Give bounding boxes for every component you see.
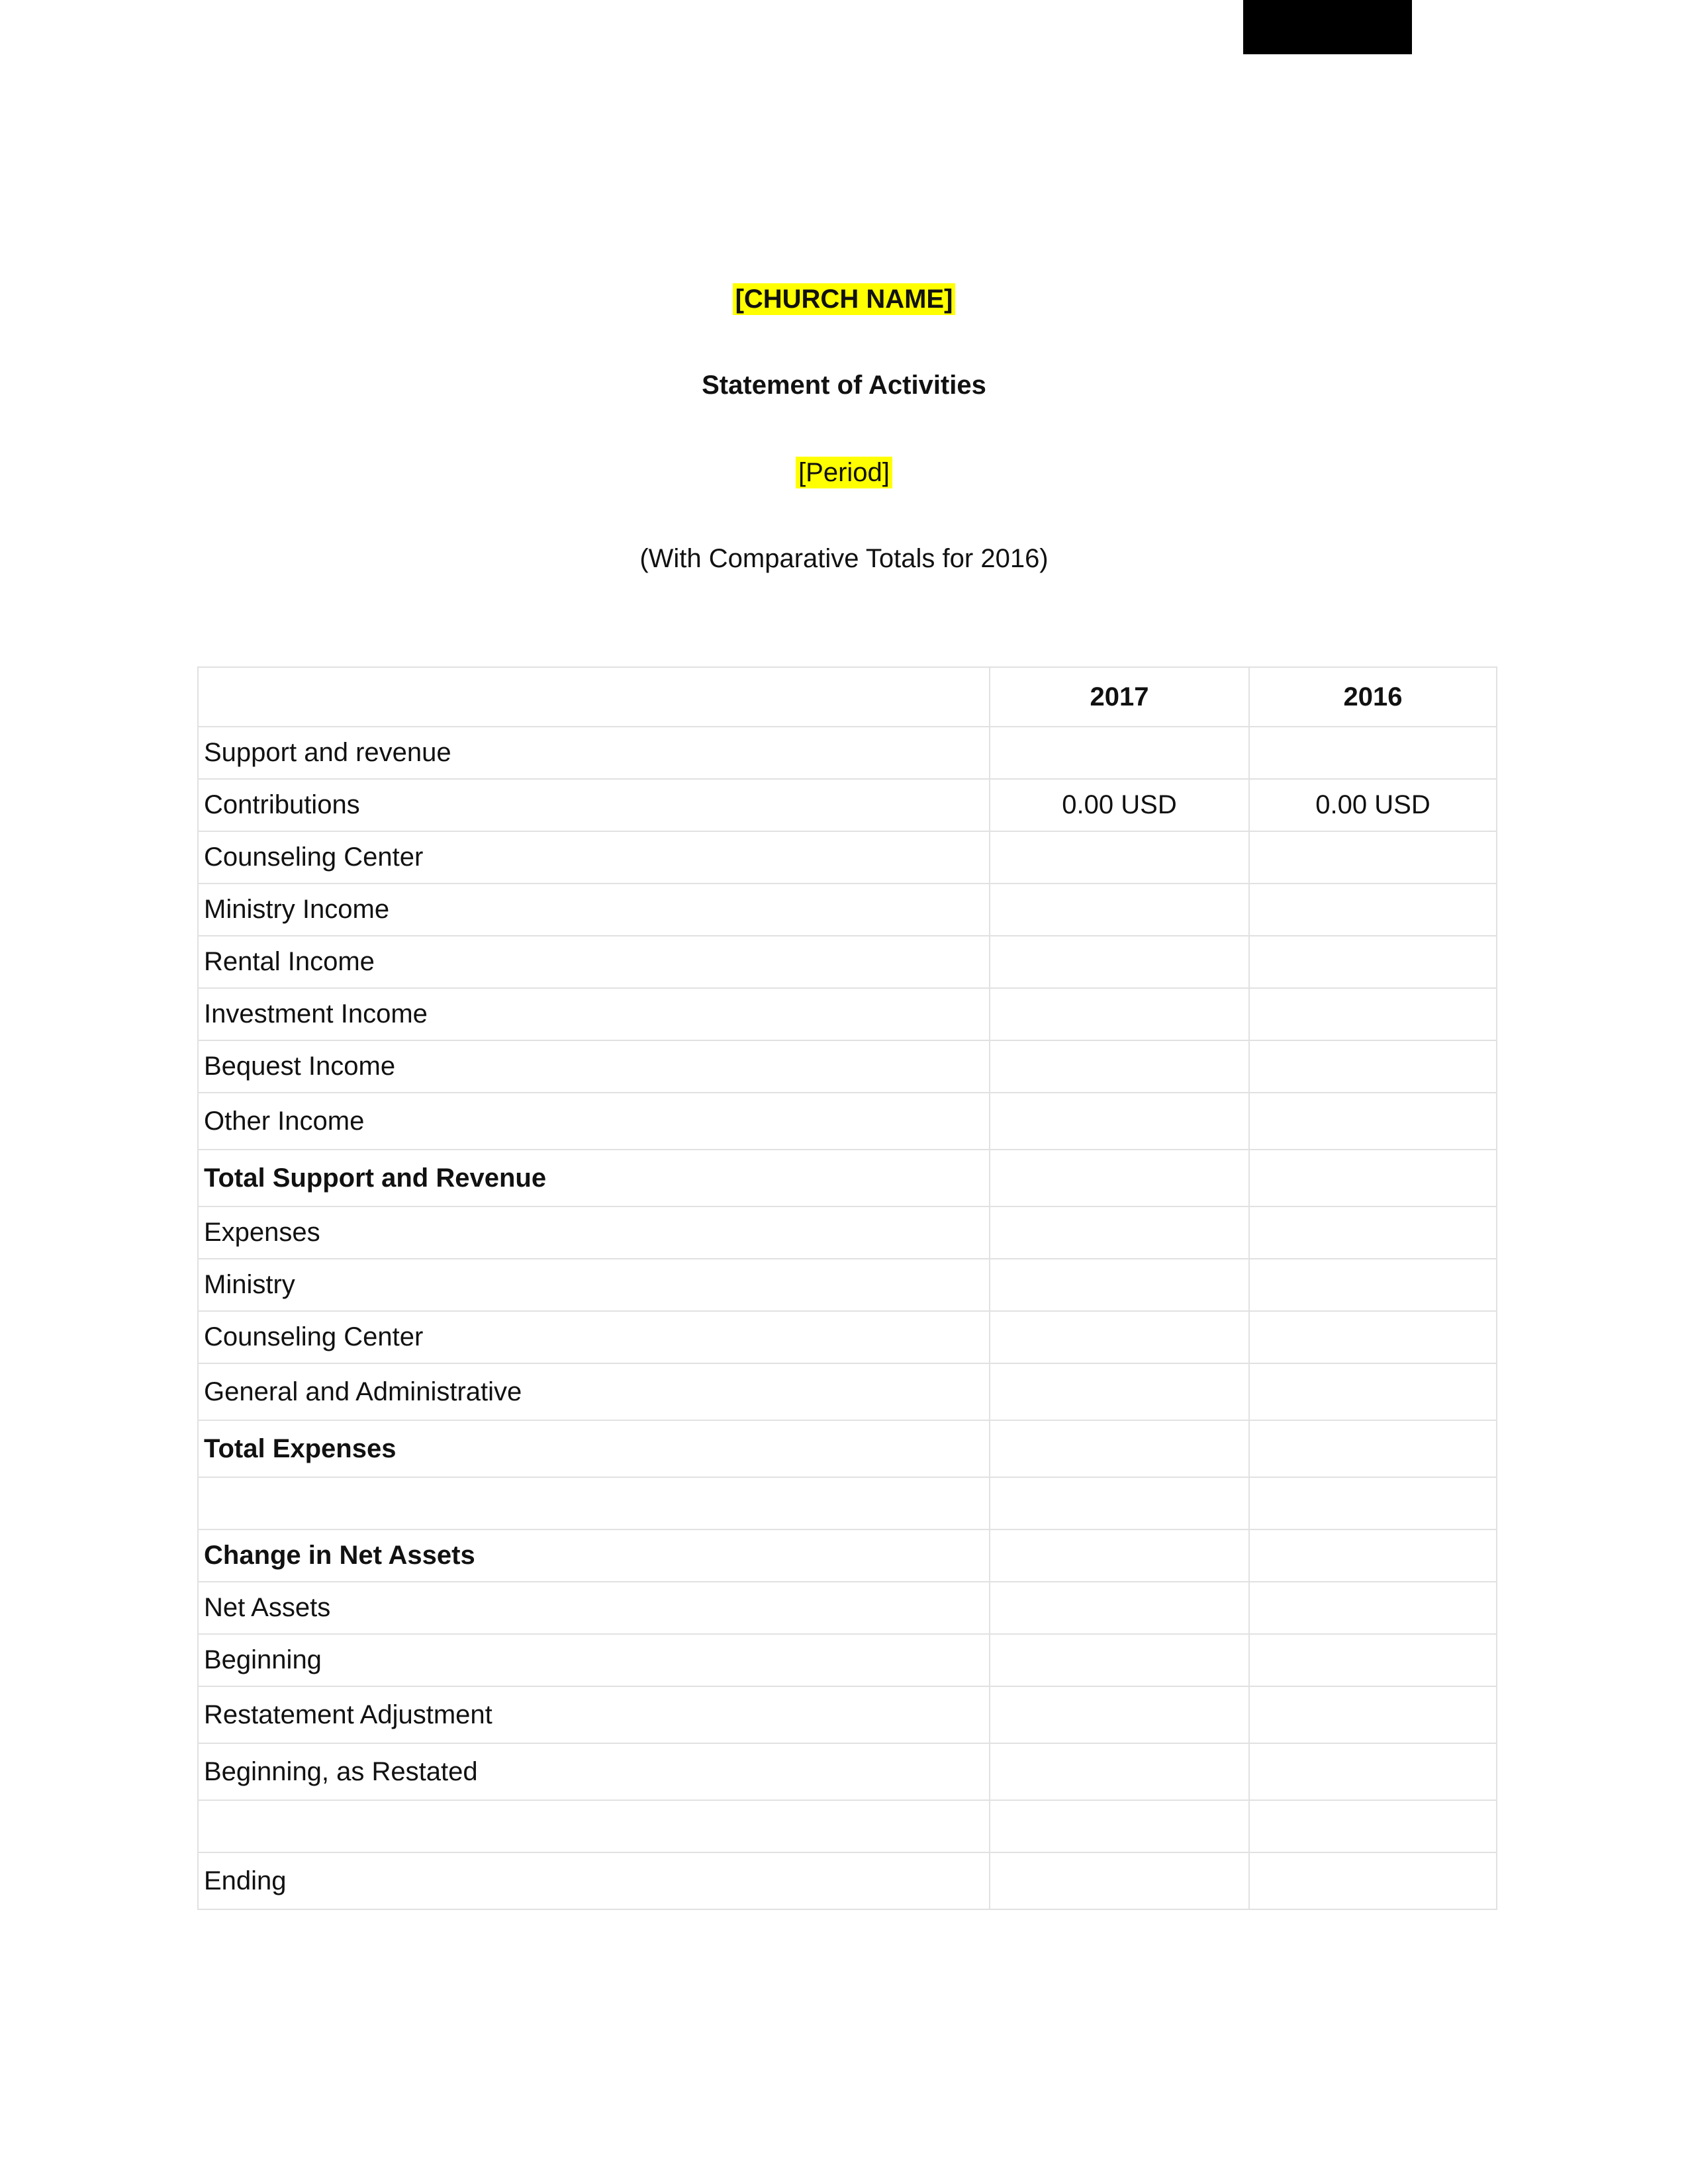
value-2016 [1249,1040,1497,1093]
row-label: Ministry [198,1259,990,1311]
row-label: Rental Income [198,936,990,988]
value-2016 [1249,1150,1497,1206]
table-row [198,1743,1497,1800]
value-2016 [1249,1686,1497,1743]
value-2017 [990,1582,1249,1634]
header-row [198,667,1497,727]
table-row [198,936,1497,988]
row-label: Total Expenses [198,1420,990,1477]
value-2017 [990,1529,1249,1582]
value-2017 [990,1259,1249,1311]
church-name: [CHURCH NAME] [733,283,956,315]
table-row [198,831,1497,884]
value-2016: 0.00 USD [1249,779,1497,831]
row-label: Ministry Income [198,884,990,936]
value-2016 [1249,1477,1497,1529]
value-2017 [990,1420,1249,1477]
row-label: Change in Net Assets [198,1529,990,1582]
row-label: Expenses [198,1206,990,1259]
value-2017: 0.00 USD [990,779,1249,831]
value-2016 [1249,884,1497,936]
value-2017 [990,1093,1249,1150]
row-label [198,1477,990,1529]
statement-table [197,666,1497,1910]
value-2016 [1249,988,1497,1040]
table-row [198,1150,1497,1206]
row-label: Other Income [198,1093,990,1150]
table-row [198,884,1497,936]
row-label: General and Administrative [198,1363,990,1420]
value-2017 [990,988,1249,1040]
column-header-label [198,667,990,727]
value-2016 [1249,831,1497,884]
table-row [198,988,1497,1040]
value-2016 [1249,1800,1497,1852]
redaction-box [1243,0,1412,54]
value-2017 [990,1311,1249,1363]
period-line [0,454,1688,491]
table-row [198,1259,1497,1311]
value-2017 [990,1800,1249,1852]
value-2016 [1249,1529,1497,1582]
table-row [198,1363,1497,1420]
value-2017 [990,1040,1249,1093]
value-2017 [990,1150,1249,1206]
value-2017 [990,1363,1249,1420]
table-row [198,727,1497,779]
church-name-line [0,281,1688,318]
value-2016 [1249,1634,1497,1686]
row-label: Counseling Center [198,1311,990,1363]
table-row [198,1093,1497,1150]
table-row [198,1634,1497,1686]
value-2016 [1249,1363,1497,1420]
row-label: Bequest Income [198,1040,990,1093]
value-2016 [1249,1093,1497,1150]
table-row [198,1477,1497,1529]
row-label [198,1800,990,1852]
column-header-2016: 2016 [1249,667,1497,727]
comparative-note: (With Comparative Totals for 2016) [639,544,1049,573]
table-row [198,1206,1497,1259]
value-2016 [1249,1259,1497,1311]
table-row [198,1420,1497,1477]
row-label: Support and revenue [198,727,990,779]
column-header-2017: 2017 [990,667,1249,727]
row-label: Total Support and Revenue [198,1150,990,1206]
statement-title: Statement of Activities [702,371,986,400]
table-row [198,1582,1497,1634]
row-label: Investment Income [198,988,990,1040]
value-2017 [990,1206,1249,1259]
table-row [198,1311,1497,1363]
row-label: Restatement Adjustment [198,1686,990,1743]
table-row [198,1852,1497,1909]
table-row [198,1800,1497,1852]
period: [Period] [796,457,892,488]
value-2016 [1249,1311,1497,1363]
value-2016 [1249,1852,1497,1909]
table-row [198,779,1497,831]
value-2016 [1249,727,1497,779]
table-row [198,1529,1497,1582]
value-2016 [1249,1420,1497,1477]
value-2017 [990,1634,1249,1686]
value-2016 [1249,1743,1497,1800]
row-label: Beginning [198,1634,990,1686]
value-2016 [1249,936,1497,988]
value-2016 [1249,1582,1497,1634]
row-label: Beginning, as Restated [198,1743,990,1800]
value-2017 [990,727,1249,779]
value-2017 [990,1743,1249,1800]
value-2017 [990,1852,1249,1909]
value-2017 [990,831,1249,884]
value-2016 [1249,1206,1497,1259]
table-row [198,1686,1497,1743]
row-label: Contributions [198,779,990,831]
row-label: Ending [198,1852,990,1909]
table-row [198,1040,1497,1093]
row-label: Net Assets [198,1582,990,1634]
value-2017 [990,1686,1249,1743]
value-2017 [990,1477,1249,1529]
value-2017 [990,936,1249,988]
value-2017 [990,884,1249,936]
row-label: Counseling Center [198,831,990,884]
